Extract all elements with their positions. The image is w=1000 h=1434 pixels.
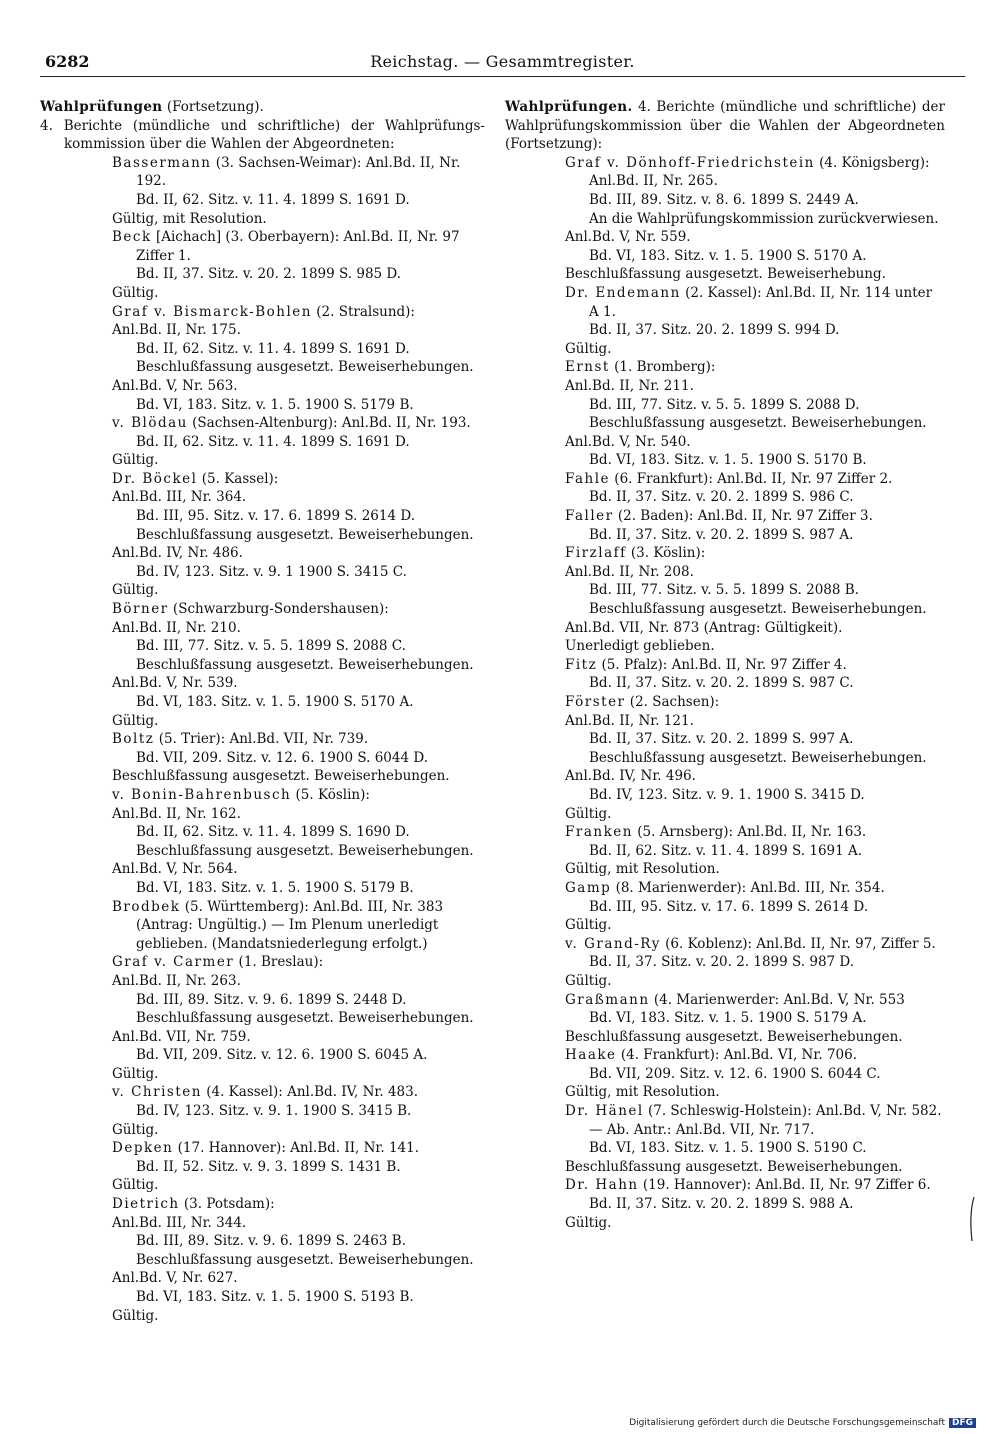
entry-text: Gültig. [565,917,612,934]
member-name: Franken [565,824,633,841]
member-name: Fitz [565,656,598,673]
entry-text: 4. Berichte (mündliche und schriftliche) der Wahlprüfungskommission über die Wahlen der Abgeordneten (Fortsetzung): [505,99,945,153]
entry-line [505,619,945,638]
entry-text: (Schwarzburg-Sondershausen): [168,601,389,618]
entry-line [505,247,945,266]
entry-text: Beschlußfassung ausgesetzt. Beweiserhebungen. [136,842,474,859]
entry-text: (5. Württemberg): Anl.Bd. III, Nr. 383 (Antrag: Ungültig.) — Im Plenum unerledigt geblieben. (Mandatsniederlegung erfolgt.) [136,898,444,952]
entry-text: Bd. II, 37. Sitz. v. 20. 2. 1899 S. 988 A. [589,1196,854,1213]
footer-text: Digitalisierung gefördert durch die Deutsche Forschungsgemeinschaft [629,1418,945,1428]
entry-line [505,433,945,452]
entry-line [505,377,945,396]
entry-line [40,1307,485,1326]
entry-line [40,1251,485,1270]
section-heading [505,98,945,154]
margin-mark [968,1195,978,1243]
entry-line [505,712,945,731]
entry-name-line [505,1046,945,1065]
entry-text: Bd. VI, 183. Sitz. v. 1. 5. 1900 S. 5179 B. [136,396,414,413]
entry-line [505,898,945,917]
entry-text: Gültig. [112,284,159,301]
entry-text: [Aichach] (3. Oberbayern): Anl.Bd. II, Nr. 97 Ziffer 1. [136,229,460,264]
entry-text: Beschlußfassung ausgesetzt. Beweiserhebung. [565,266,886,283]
left-column [40,98,485,1325]
entry-text: Gültig, mit Resolution. [565,1084,720,1101]
entry-name-line [505,358,945,377]
member-name: Dr. Endemann [565,284,681,301]
section-heading [40,98,485,117]
entry-text: Bd. II, 37. Sitz. v. 20. 2. 1899 S. 987 A. [589,526,854,543]
entry-line [40,1232,485,1251]
entry-text: Anl.Bd. II, Nr. 211. [565,377,694,394]
entry-text: (6. Koblenz): Anl.Bd. II, Nr. 97, Ziffer 5. [660,935,936,952]
entry-name-line [505,154,945,191]
entry-line [40,117,485,154]
entry-line [40,1065,485,1084]
entry-name-line [505,879,945,898]
entry-text: Anl.Bd. II, Nr. 210. [112,619,241,636]
member-name: Börner [112,601,169,618]
entry-text: (4. Frankfurt): Anl.Bd. VI, Nr. 706. [616,1047,857,1064]
entry-text: (17. Hannover): Anl.Bd. II, Nr. 141. [173,1140,420,1157]
entry-text: (6. Frankfurt): Anl.Bd. II, Nr. 97 Ziffer 2. [610,470,893,487]
entry-name-line [505,470,945,489]
entry-text: Gültig. [565,805,612,822]
entry-name-line [40,1139,485,1158]
entry-text: Bd. VII, 209. Sitz. v. 12. 6. 1900 S. 6044 D. [136,749,428,766]
member-name: Dr. Hahn [565,1177,639,1194]
entry-name-line [40,303,485,322]
member-name: v. Grand-Ry [565,935,661,952]
entry-line [505,414,945,433]
entry-text: Bd. II, 37. Sitz. v. 20. 2. 1899 S. 986 C. [589,489,854,506]
entry-text: Anl.Bd. VII, Nr. 759. [112,1028,251,1045]
member-name: Faller [565,508,614,525]
member-name: Ernst [565,359,610,376]
entry-text: (4. Kassel): Anl.Bd. IV, Nr. 483. [201,1084,419,1101]
entry-text: (1. Breslau): [234,954,324,971]
entry-text: Anl.Bd. II, Nr. 121. [565,712,694,729]
entry-text: (Sachsen-Altenburg): Anl.Bd. II, Nr. 193. [187,415,471,432]
entry-name-line [40,228,485,265]
entry-text: (4. Marienwerder: Anl.Bd. V, Nr. 553 [649,991,905,1008]
entry-line [505,488,945,507]
entry-name-line [505,284,945,321]
entry-text: Beschlußfassung ausgesetzt. Beweiserhebungen. [565,1028,903,1045]
entry-text: Gültig. [112,1121,159,1138]
entry-text: (5. Kassel): [197,470,279,487]
entry-text: (3. Sachsen-Weimar): Anl.Bd. II, Nr. 192. [136,154,461,190]
entry-text: Gültig. [112,1065,159,1082]
entry-text: Bd. VI, 183. Sitz. v. 1. 5. 1900 S. 5179 A. [589,1010,867,1027]
entry-text: (5. Arnsberg): Anl.Bd. II, Nr. 163. [632,824,867,841]
entry-text: Anl.Bd. III, Nr. 344. [112,1214,247,1231]
entry-text: Bd. II, 62. Sitz. v. 11. 4. 1899 S. 1691 D. [136,433,410,450]
entry-line [40,451,485,470]
entry-line [505,265,945,284]
entry-text: (5. Trier): Anl.Bd. VII, Nr. 739. [154,731,369,748]
entry-text: (5. Köslin): [291,786,370,803]
entry-text: Bd. III, 89. Sitz. v. 9. 6. 1899 S. 2463 B. [136,1233,406,1250]
entry-line [40,879,485,898]
member-name: Graßmann [565,991,650,1008]
entry-text: Anl.Bd. II, Nr. 263. [112,972,241,989]
entry-text: Bd. II, 52. Sitz. v. 9. 3. 1899 S. 1431 B. [136,1158,401,1175]
entry-text: (7. Schleswig-Holstein): Anl.Bd. V, Nr. 582. — Ab. Antr.: Anl.Bd. VII, Nr. 717. [589,1103,942,1138]
entry-text: Anl.Bd. II, Nr. 208. [565,563,694,580]
entry-name-line [505,991,945,1010]
entry-line [505,1065,945,1084]
entry-line [40,842,485,861]
entry-text: Anl.Bd. V, Nr. 540. [565,433,691,450]
entry-text: Beschlußfassung ausgesetzt. Beweiserhebungen. [565,1158,903,1175]
entry-line [40,321,485,340]
entry-text: Gültig. [112,712,159,729]
entry-line [40,210,485,229]
entry-line [40,284,485,303]
entry-text: Bd. III, 77. Sitz. v. 5. 5. 1899 S. 2088 B. [589,582,859,599]
entry-line [505,396,945,415]
member-name: v. Christen [112,1084,202,1101]
entry-line [40,860,485,879]
entry-line [505,767,945,786]
entry-name-line [505,935,945,954]
entry-line [40,488,485,507]
entry-line [505,1195,945,1214]
entry-line [505,340,945,359]
entry-text: Beschlußfassung ausgesetzt. Beweiserhebungen. [136,1010,474,1027]
entry-text: Anl.Bd. II, Nr. 175. [112,322,241,339]
entry-text: Bd. II, 37. Sitz. v. 20. 2. 1899 S. 987 C. [589,675,854,692]
entry-line [40,581,485,600]
entry-text: Gültig, mit Resolution. [565,861,720,878]
entry-line [40,265,485,284]
entry-text: Gültig. [112,452,159,469]
entry-line [40,433,485,452]
entry-text: Bd. VI, 183. Sitz. v. 1. 5. 1900 S. 5179 B. [136,879,414,896]
entry-text: (4. Königsberg): Anl.Bd. II, Nr. 265. [589,154,930,190]
entry-text: An die Wahlprüfungskommission zurückverwiesen. [589,210,939,227]
section-title: Wahlprüfungen [40,99,163,115]
entry-name-line [40,470,485,489]
entry-line [40,191,485,210]
entry-line [40,1102,485,1121]
entry-text: Beschlußfassung ausgesetzt. Beweiserhebungen. [136,359,474,376]
entry-text: Bd. II, 37. Sitz. v. 20. 2. 1899 S. 987 D. [589,954,855,971]
entry-line [505,600,945,619]
entry-name-line [505,544,945,563]
entry-line [505,191,945,210]
entry-line [505,563,945,582]
entry-line [40,1269,485,1288]
member-name: Dr. Hänel [565,1103,644,1120]
entry-text: Bd. IV, 123. Sitz. v. 9. 1 1900 S. 3415 C. [136,563,407,580]
entry-line [505,1214,945,1233]
entry-name-line [505,823,945,842]
entry-text: Anl.Bd. III, Nr. 364. [112,489,247,506]
member-name: Graf v. Carmer [112,954,235,971]
member-name: Fahle [565,470,611,487]
entry-line [505,637,945,656]
entry-line [40,1176,485,1195]
entry-text: (2. Sachsen): [625,694,720,710]
entry-text: (3. Köslin): [626,545,706,562]
entry-line [505,842,945,861]
entry-line [505,730,945,749]
entry-line [40,377,485,396]
entry-name-line [505,507,945,526]
entry-text: Bd. VI, 183. Sitz. v. 1. 5. 1900 S. 5170 B. [589,452,867,469]
entry-line [505,674,945,693]
entry-text: Bd. III, 89. Sitz. v. 8. 6. 1899 S. 2449 A. [589,191,859,208]
entry-line [40,358,485,377]
entry-text: Bd. VII, 209. Sitz. v. 12. 6. 1900 S. 6045 A. [136,1047,428,1064]
entry-line [505,916,945,935]
entry-line [40,340,485,359]
entry-line [40,805,485,824]
member-name: Firzlaff [565,545,627,562]
entry-line [505,953,945,972]
entry-line [505,972,945,991]
entry-line [505,1139,945,1158]
member-name: v. Bonin-Bahrenbusch [112,786,292,803]
entry-text: Beschlußfassung ausgesetzt. Beweiserhebungen. [112,768,450,785]
member-name: Graf v. Bismarck-Bohlen [112,303,312,320]
entry-text: Gültig. [112,1177,159,1194]
entry-text: Gültig. [112,582,159,599]
entry-line [505,805,945,824]
right-column [505,98,945,1232]
entry-line [40,1009,485,1028]
entry-text: Anl.Bd. V, Nr. 559. [565,229,691,246]
member-name: Depken [112,1140,174,1157]
entry-line [505,228,945,247]
section-title: Wahlprüfungen. [505,99,633,115]
entry-line [505,526,945,545]
entry-text: Anl.Bd. IV, Nr. 496. [565,768,696,785]
entry-text: Bd. VII, 209. Sitz. v. 12. 6. 1900 S. 6044 C. [589,1065,881,1082]
entry-text: Anl.Bd. VII, Nr. 873 (Antrag: Gültigkeit). [565,619,843,636]
entry-line [40,1288,485,1307]
entry-text: Bd. VI, 183. Sitz. v. 1. 5. 1900 S. 5170 A. [589,247,867,264]
entry-text: Bd. II, 62. Sitz. v. 11. 4. 1899 S. 1690 D. [136,824,410,841]
entry-line [40,674,485,693]
entry-text: Anl.Bd. II, Nr. 162. [112,805,241,822]
entry-line [505,451,945,470]
entry-text: Bd. IV, 123. Sitz. v. 9. 1. 1900 S. 3415 D. [589,786,865,803]
entry-line [40,507,485,526]
entry-name-line [40,730,485,749]
entry-line [505,581,945,600]
entry-text: Beschlußfassung ausgesetzt. Beweiserhebungen. [589,601,927,618]
entry-text: Bd. III, 77. Sitz. v. 5. 5. 1899 S. 2088 D. [589,396,860,413]
entry-line [505,786,945,805]
page-title: Reichstag. — Gesammtregister. [370,52,635,71]
entry-name-line [40,1083,485,1102]
entry-text: Gültig. [565,1214,612,1231]
entry-text: Anl.Bd. V, Nr. 539. [112,675,238,692]
entry-line [40,544,485,563]
entry-text: 4. Berichte (mündliche und schriftliche) der Wahlprüfungs-kommission über die Wahlen der Abgeordneten: [40,117,485,153]
entry-text: Gültig, mit Resolution. [112,210,267,227]
entry-text: Beschlußfassung ausgesetzt. Beweiserhebungen. [589,415,927,432]
entry-text: (19. Hannover): Anl.Bd. II, Nr. 97 Ziffer 6. [638,1177,931,1194]
entry-name-line [505,1176,945,1195]
entry-name-line [505,656,945,675]
entry-line [40,656,485,675]
entry-text: (8. Marienwerder): Anl.Bd. III, Nr. 354. [611,879,885,896]
entry-text: Beschlußfassung ausgesetzt. Beweiserhebungen. [589,749,927,766]
entry-text: Bd. II, 37. Sitz. v. 20. 2. 1899 S. 997 A. [589,731,854,748]
member-name: Brodbek [112,898,181,915]
entry-text: Bd. III, 95. Sitz. v. 17. 6. 1899 S. 2614 D. [136,508,415,525]
entry-name-line [40,414,485,433]
member-name: Dietrich [112,1196,180,1213]
entry-text: Beschlußfassung ausgesetzt. Beweiserhebungen. [136,1251,474,1268]
entry-text: (1. Bromberg): [609,359,716,376]
entry-line [40,526,485,545]
entry-text: Bd. VI, 183. Sitz. v. 1. 5. 1900 S. 5170 A. [136,694,414,710]
entry-line [40,1214,485,1233]
entry-text: Bd. III, 89. Sitz. v. 9. 6. 1899 S. 2448 D. [136,991,407,1008]
entry-name-line [40,600,485,619]
entry-text: Beschlußfassung ausgesetzt. Beweiserhebungen. [136,526,474,543]
entry-line [40,563,485,582]
entry-text: (2. Kassel): Anl.Bd. II, Nr. 114 unter A 1. [589,284,933,320]
entry-name-line [40,953,485,972]
entry-name-line [40,1195,485,1214]
entry-line [40,1046,485,1065]
entry-line [40,693,485,712]
entry-line [505,321,945,340]
entry-line [40,1028,485,1047]
member-name: Gamp [565,879,612,896]
entry-name-line [40,786,485,805]
entry-line [40,619,485,638]
entry-text: Bd. III, 77. Sitz. v. 5. 5. 1899 S. 2088 C. [136,638,406,655]
entry-text: Bd. II, 62. Sitz. v. 11. 4. 1899 S. 1691 A. [589,842,863,859]
entry-text: Unerledigt geblieben. [565,638,715,655]
entry-line [40,823,485,842]
entry-line [505,860,945,879]
entry-text: Gültig. [565,340,612,357]
entry-line [505,1158,945,1177]
entry-text: (3. Potsdam): [179,1196,275,1213]
entry-text: (5. Pfalz): Anl.Bd. II, Nr. 97 Ziffer 4. [597,656,847,673]
member-name: Bassermann [112,154,212,171]
member-name: Haake [565,1047,617,1064]
entry-text: Anl.Bd. IV, Nr. 486. [112,545,243,562]
page-number: 6282 [45,52,90,71]
member-name: Dr. Böckel [112,470,198,487]
entry-line [505,1028,945,1047]
entry-line [40,1121,485,1140]
entry-text: Gültig. [112,1307,159,1324]
entry-line [40,1158,485,1177]
member-name: v. Blödau [112,415,188,432]
entry-name-line [40,154,485,191]
entry-text: (Fortsetzung). [162,99,264,115]
entry-text: Anl.Bd. V, Nr. 564. [112,861,238,878]
entry-text: Bd. VI, 183. Sitz. v. 1. 5. 1900 S. 5193 B. [136,1289,414,1305]
entry-line [505,210,945,229]
entry-text: Bd. II, 62. Sitz. v. 11. 4. 1899 S. 1691 D. [136,191,410,208]
entry-text: Bd. II, 37. Sitz. 20. 2. 1899 S. 994 D. [589,322,840,339]
entry-line [40,396,485,415]
entry-text: Anl.Bd. V, Nr. 627. [112,1270,238,1287]
entry-line [40,637,485,656]
member-name: Förster [565,694,626,710]
entry-text: Gültig. [565,972,612,989]
entry-text: Bd. IV, 123. Sitz. v. 9. 1. 1900 S. 3415 B. [136,1103,412,1120]
member-name: Boltz [112,731,155,748]
entry-name-line [505,1102,945,1139]
entry-line [40,972,485,991]
entry-text: Bd. II, 62. Sitz. v. 11. 4. 1899 S. 1691 D. [136,340,410,357]
dfg-logo: DFG [949,1418,976,1428]
entry-text: (2. Stralsund): [311,303,415,320]
entry-text: Anl.Bd. V, Nr. 563. [112,377,238,394]
entry-line [40,712,485,731]
member-name: Beck [112,229,152,246]
footer-credit [629,1418,976,1428]
entry-line [40,767,485,786]
entry-line [505,749,945,768]
page-header [40,52,965,77]
entry-text: Bd. III, 95. Sitz. v. 17. 6. 1899 S. 2614 D. [589,898,868,915]
entry-text: Bd. II, 37. Sitz. v. 20. 2. 1899 S. 985 D. [136,266,402,283]
entry-text: (2. Baden): Anl.Bd. II, Nr. 97 Ziffer 3. [613,508,873,525]
member-name: Graf v. Dönhoff-Friedrichstein [565,154,815,171]
entry-line [505,1009,945,1028]
entry-name-line [40,898,485,954]
entry-text: Beschlußfassung ausgesetzt. Beweiserhebungen. [136,656,474,673]
entry-name-line [505,693,945,712]
entry-text: Bd. VI, 183. Sitz. v. 1. 5. 1900 S. 5190 C. [589,1140,867,1157]
entry-line [505,1083,945,1102]
entry-line [40,991,485,1010]
entry-line [40,749,485,768]
